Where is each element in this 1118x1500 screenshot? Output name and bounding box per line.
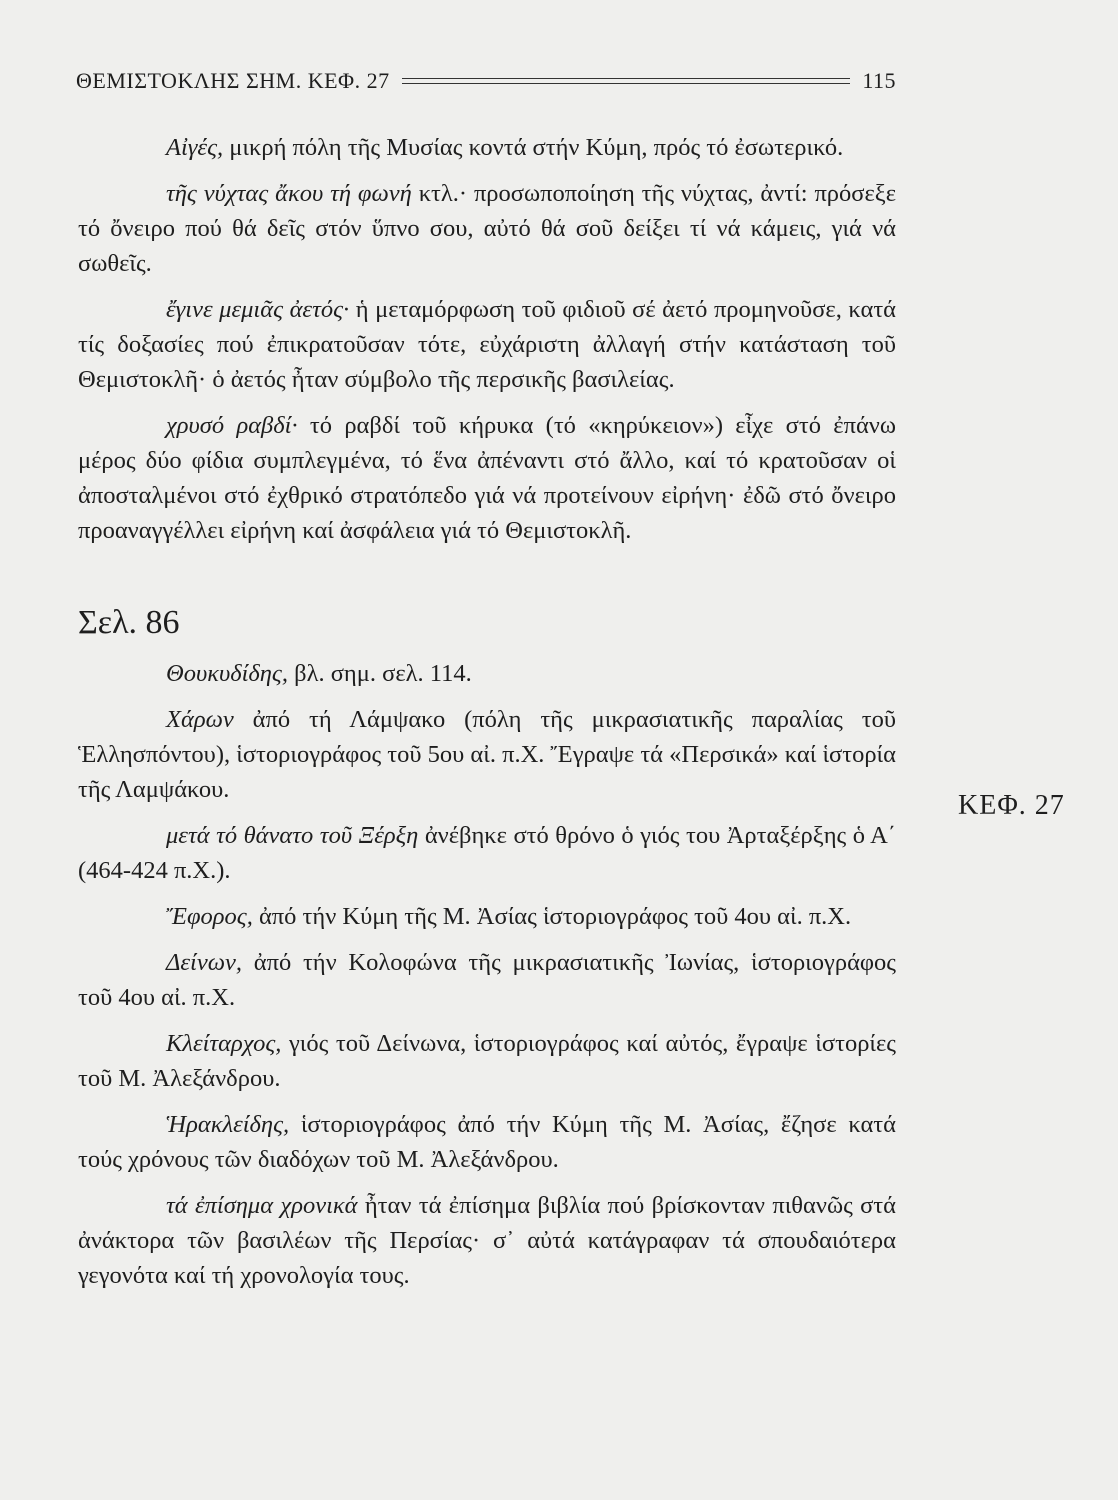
note-lemma: Θουκυδίδης, — [166, 660, 288, 687]
note-text: γιός τοῦ Δείνωνα, ἱστοριογράφος καί αὐτός, ἔγραψε ἱστορίες τοῦ Μ. Ἀλεξάνδρου. — [78, 1030, 896, 1092]
note-lemma: Κλείταρχος, — [166, 1030, 282, 1057]
running-title: ΘΕΜΙΣΤΟΚΛΗΣ ΣΗΜ. ΚΕΦ. 27 — [76, 68, 390, 93]
notes-body — [78, 130, 896, 1304]
page-number: 115 — [862, 68, 896, 93]
note-lemma: ἔγινε μεμιᾶς ἀετός· — [166, 296, 350, 323]
note-text: ἀπό τήν Κύμη τῆς Μ. Ἀσίας ἱστοριογράφος τοῦ 4ου αἰ. π.Χ. — [252, 903, 852, 930]
note-entry — [78, 1107, 896, 1177]
margin-chapter-note: ΚΕΦ. 27 — [958, 790, 1065, 821]
note-entry — [78, 702, 896, 807]
section-heading: Σελ. 86 — [78, 604, 180, 641]
note-text: κτλ.· προσωποποίηση τῆς νύχτας, ἀντί: πρόσεξε τό ὄνειρο πού θά δεῖς στόν ὕπνο σου, αὐτό θά σοῦ δείξει τί νά κάμεις, γιά νά σωθεῖς. — [78, 180, 896, 277]
note-lemma: Χάρων — [166, 706, 234, 733]
page-header — [76, 66, 896, 96]
note-entry — [78, 1188, 896, 1293]
note-entry — [78, 176, 896, 281]
note-lemma: Ἔφορος, — [166, 903, 253, 930]
note-entry — [78, 408, 896, 548]
note-entry — [78, 818, 896, 888]
note-text: ἀνέβηκε στό θρόνο ὁ γιός του Ἀρταξέρξης ὁ Α΄ (464-424 π.Χ.). — [78, 822, 896, 884]
note-lemma: Δείνων, — [166, 949, 243, 976]
note-text: ἱστοριογράφος ἀπό τήν Κύμη τῆς Μ. Ἀσίας, ἔζησε κατά τούς χρόνους τῶν διαδόχων τοῦ Μ. Ἀλεξάνδρου. — [78, 1111, 896, 1173]
note-entry — [78, 292, 896, 397]
note-text: ἡ μεταμόρφωση τοῦ φιδιοῦ σέ ἀετό προμηνοῦσε, κατά τίς δοξασίες πού ἐπικρατοῦσαν τότε, εὐχάριστη ἀλλαγή στήν κατάσταση τοῦ Θεμιστοκλῆ· ὁ ἀετός ἦταν σύμβολο τῆς περσικῆς βασιλείας. — [78, 296, 896, 393]
note-lemma: Αἰγές, — [166, 134, 224, 161]
note-lemma: μετά τό θάνατο τοῦ Ξέρξη — [166, 822, 419, 849]
note-text: τό ραβδί τοῦ κήρυκα (τό «κηρύκειον») εἶχε στό ἐπάνω μέρος δύο φίδια συμπλεγμένα, τό ἕνα ἀπέναντι στό ἄλλο, καί τό κρατοῦσαν οἱ ἀποσταλμένοι στό ἐχθρικό στρατόπεδο γιά νά προτείνουν εἰρήνη· ἐδῶ στό ὄνειρο προαναγγέλλει εἰρήνη καί ἀσφάλεια γιά τό Θεμιστοκλῆ. — [78, 412, 896, 544]
note-lemma: χρυσό ραβδί· — [166, 412, 298, 439]
header-rule — [402, 78, 851, 84]
note-text: ἀπό τήν Κολοφώνα τῆς μικρασιατικῆς Ἰωνίας, ἱστοριογράφος τοῦ 4ου αἰ. π.Χ. — [78, 949, 896, 1011]
note-text: βλ. σημ. σελ. 114. — [288, 660, 472, 687]
note-entry — [78, 945, 896, 1015]
note-entry — [78, 130, 896, 165]
note-text: ἀπό τή Λάμψακο (πόλη τῆς μικρασιατικῆς παραλίας τοῦ Ἑλλησπόντου), ἱστοριογράφος τοῦ 5ου αἰ. π.Χ. Ἔγραψε τά «Περσικά» καί ἱστορία τῆς Λαμψάκου. — [78, 706, 896, 803]
note-lemma: Ἡρακλείδης, — [166, 1111, 290, 1138]
note-entry — [78, 899, 896, 934]
note-text: ἦταν τά ἐπίσημα βιβλία πού βρίσκονταν πιθανῶς στά ἀνάκτορα τῶν βασιλέων τῆς Περσίας· σ᾽ αὐτά κατάγραφαν τά σπουδαιότερα γεγονότα καί τή χρονολογία τους. — [78, 1192, 896, 1289]
note-entry — [78, 1026, 896, 1096]
note-lemma: τῆς νύχτας ἄκου τή φωνή — [166, 180, 412, 207]
note-entry — [78, 656, 896, 691]
note-text: μικρή πόλη τῆς Μυσίας κοντά στήν Κύμη, πρός τό ἐσωτερικό. — [223, 134, 844, 161]
note-lemma: τά ἐπίσημα χρονικά — [166, 1192, 358, 1219]
